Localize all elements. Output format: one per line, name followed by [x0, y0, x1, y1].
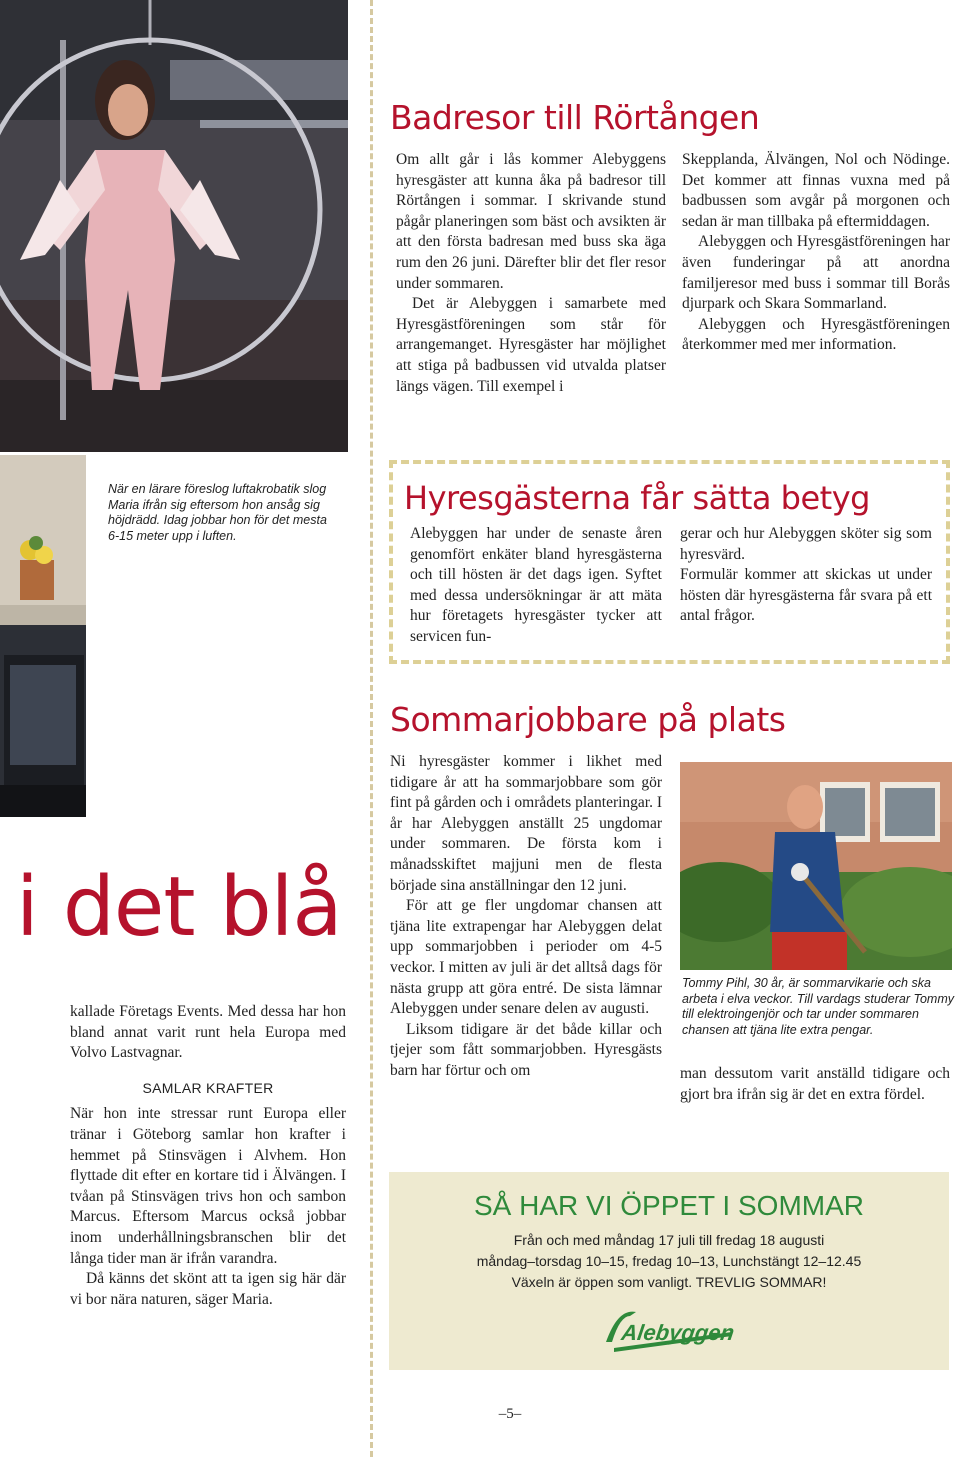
acrobat-photo-caption: När en lärare föreslog luftakrobatik slog Maria ifrån sig eftersom hon ansåg sig höjdrädd. Idag jobbar hon för det mesta 6-15 meter upp i luften.: [108, 482, 327, 543]
opening-hours-line: Från och med måndag 17 juli till fredag 18 augusti: [513, 1232, 825, 1248]
alebyggen-logo-mark: [600, 1302, 740, 1358]
gardener-illustration: [680, 762, 952, 970]
sommarjobb-paragraph: För att ge fler ungdomar chansen att tjäna lite extrapengar har Alebyggen delat upp sommarjobben i perioder om 4-5 veckor. I mitten av juli är det alltså dags för nästa grupp att göra entré. De sista lämnar Alebyggen under senare delen av augusti.: [390, 897, 662, 1018]
sommarjobb-paragraph: Ni hyresgäster kommer i likhet med tidigare år att ha sommarjobbare som gör fint på gården och i områdets planteringar. I år har Alebyggen anställt 25 ungdomar under sommaren. De första kom i månadsskiftet majjuni men de flesta började sina anställningar den 12 juni.: [390, 753, 663, 894]
sommarjobb-column-2: [680, 1064, 950, 1105]
gardener-photo-caption: Tommy Pihl, 30 år, är sommarvikarie och ska arbeta i elva veckor. Till vardags studerar Tommy till elektroingenjör och tar under sommaren chansen att tjäna lite extra pengar.: [682, 976, 954, 1037]
maria-paragraph: Då känns det skönt att ta igen sig här där vi bor nära naturen, säger Maria.: [70, 1270, 346, 1308]
sommarjobb-column-1: [390, 752, 662, 1082]
maria-paragraph: När hon inte stressar runt Europa eller tränar i Göteborg samlar hon krafter i hemmet på Stinsvägen i Alvhem. Hon flyttade dit efter en kortare tid i Älvängen. I tvåan på Stinsvägen trivs hon och sambon Marcus. Eftersom Marcus också jobbar inom underhållningsbranschen blir det långa tider man är ifrån varandra.: [70, 1105, 346, 1267]
badresor-title: Badresor till Rörtången: [390, 98, 760, 137]
betyg-column-2: [680, 524, 932, 627]
alebyggen-logo-text: Alebyggen: [619, 1320, 736, 1345]
betyg-paragraph: Formulär kommer att skickas ut under hösten där hyresgästerna får svara på ett antal frågor.: [680, 566, 932, 625]
opening-hours-line: Växeln är öppen som vanligt. TREVLIG SOMMAR!: [511, 1274, 827, 1290]
maria-headline: i det blå: [16, 860, 342, 955]
sommarjobb-paragraph: Liksom tidigare är det både killar och tjejer som fått sommarjobben. Hyresgästs barn har förtur och om: [390, 1020, 662, 1079]
column-divider: [370, 0, 373, 1457]
page-number: –5–: [498, 1406, 522, 1422]
alebyggen-logo: [600, 1302, 740, 1358]
aerial-acrobat-photo: [0, 0, 348, 452]
sommarjobb-title: Sommarjobbare på plats: [390, 700, 786, 739]
badresor-column-2: [682, 150, 950, 356]
betyg-title: Hyresgästerna får sätta betyg: [404, 479, 870, 517]
badresor-paragraph: Alebyggen och Hyresgästföreningen har även funderingar på att anordna familjeresor med buss i sommar till Borås djurpark och Skara Sommarland.: [682, 233, 950, 313]
betyg-paragraph: Alebyggen har under de senaste åren genomfört enkäter bland hyresgästerna och till hösten är det dags igen. Syftet med dessa undersökningar är att mäta hur företagets hyresgäster tycker att servicen fun-: [410, 525, 662, 645]
badresor-paragraph: Om allt går i lås kommer Alebyggens hyresgäster att kunna åka på badresor till Rörtången i sommar. I skrivande stund pågår planeringen som bäst och avsikten är att den första badresan med buss ska äga rum den 26 juni. Därefter blir det fler resor under sommaren.: [396, 151, 666, 292]
office-photo: [0, 455, 86, 817]
betyg-paragraph: gerar och hur Alebyggen sköter sig som hyresvärd.: [680, 525, 932, 563]
badresor-paragraph: Det är Alebyggen i samarbete med Hyresgästföreningen som står för arrangemanget. Hyresgäster har möjlighet att stiga på badbussen vid utvalda platser längs vägen. Till exempel i: [396, 295, 666, 395]
gardener-photo: [680, 762, 952, 970]
opening-hours-lines: [389, 1230, 949, 1293]
badresor-paragraph: Skepplanda, Älvängen, Nol och Nödinge. Det kommer att finnas vuxna med på badbussen som avgår på morgonen och sedan är man tillbaka på eftermiddagen.: [682, 151, 950, 230]
maria-subhead: SAMLAR KRAFTER: [142, 1079, 274, 1096]
badresor-paragraph: Alebyggen och Hyresgästföreningen återkommer med mer information.: [682, 315, 950, 354]
maria-article-body: [70, 1002, 346, 1310]
sommarjobb-paragraph: man dessutom varit anställd tidigare och gjort bra ifrån sig är det en extra fördel.: [680, 1065, 950, 1103]
aerial-acrobat-illustration: [0, 0, 348, 452]
office-illustration: [0, 455, 86, 817]
maria-intro: kallade Företags Events. Med dessa har hon bland annat varit runt hela Europa med Volvo Lastvagnar.: [70, 1003, 346, 1062]
betyg-column-1: [410, 524, 662, 648]
opening-hours-title: SÅ HAR VI ÖPPET I SOMMAR: [473, 1190, 864, 1221]
opening-hours-line: måndag–torsdag 10–15, fredag 10–13, Lunchstängt 12–12.45: [476, 1253, 862, 1269]
badresor-column-1: [396, 150, 666, 397]
